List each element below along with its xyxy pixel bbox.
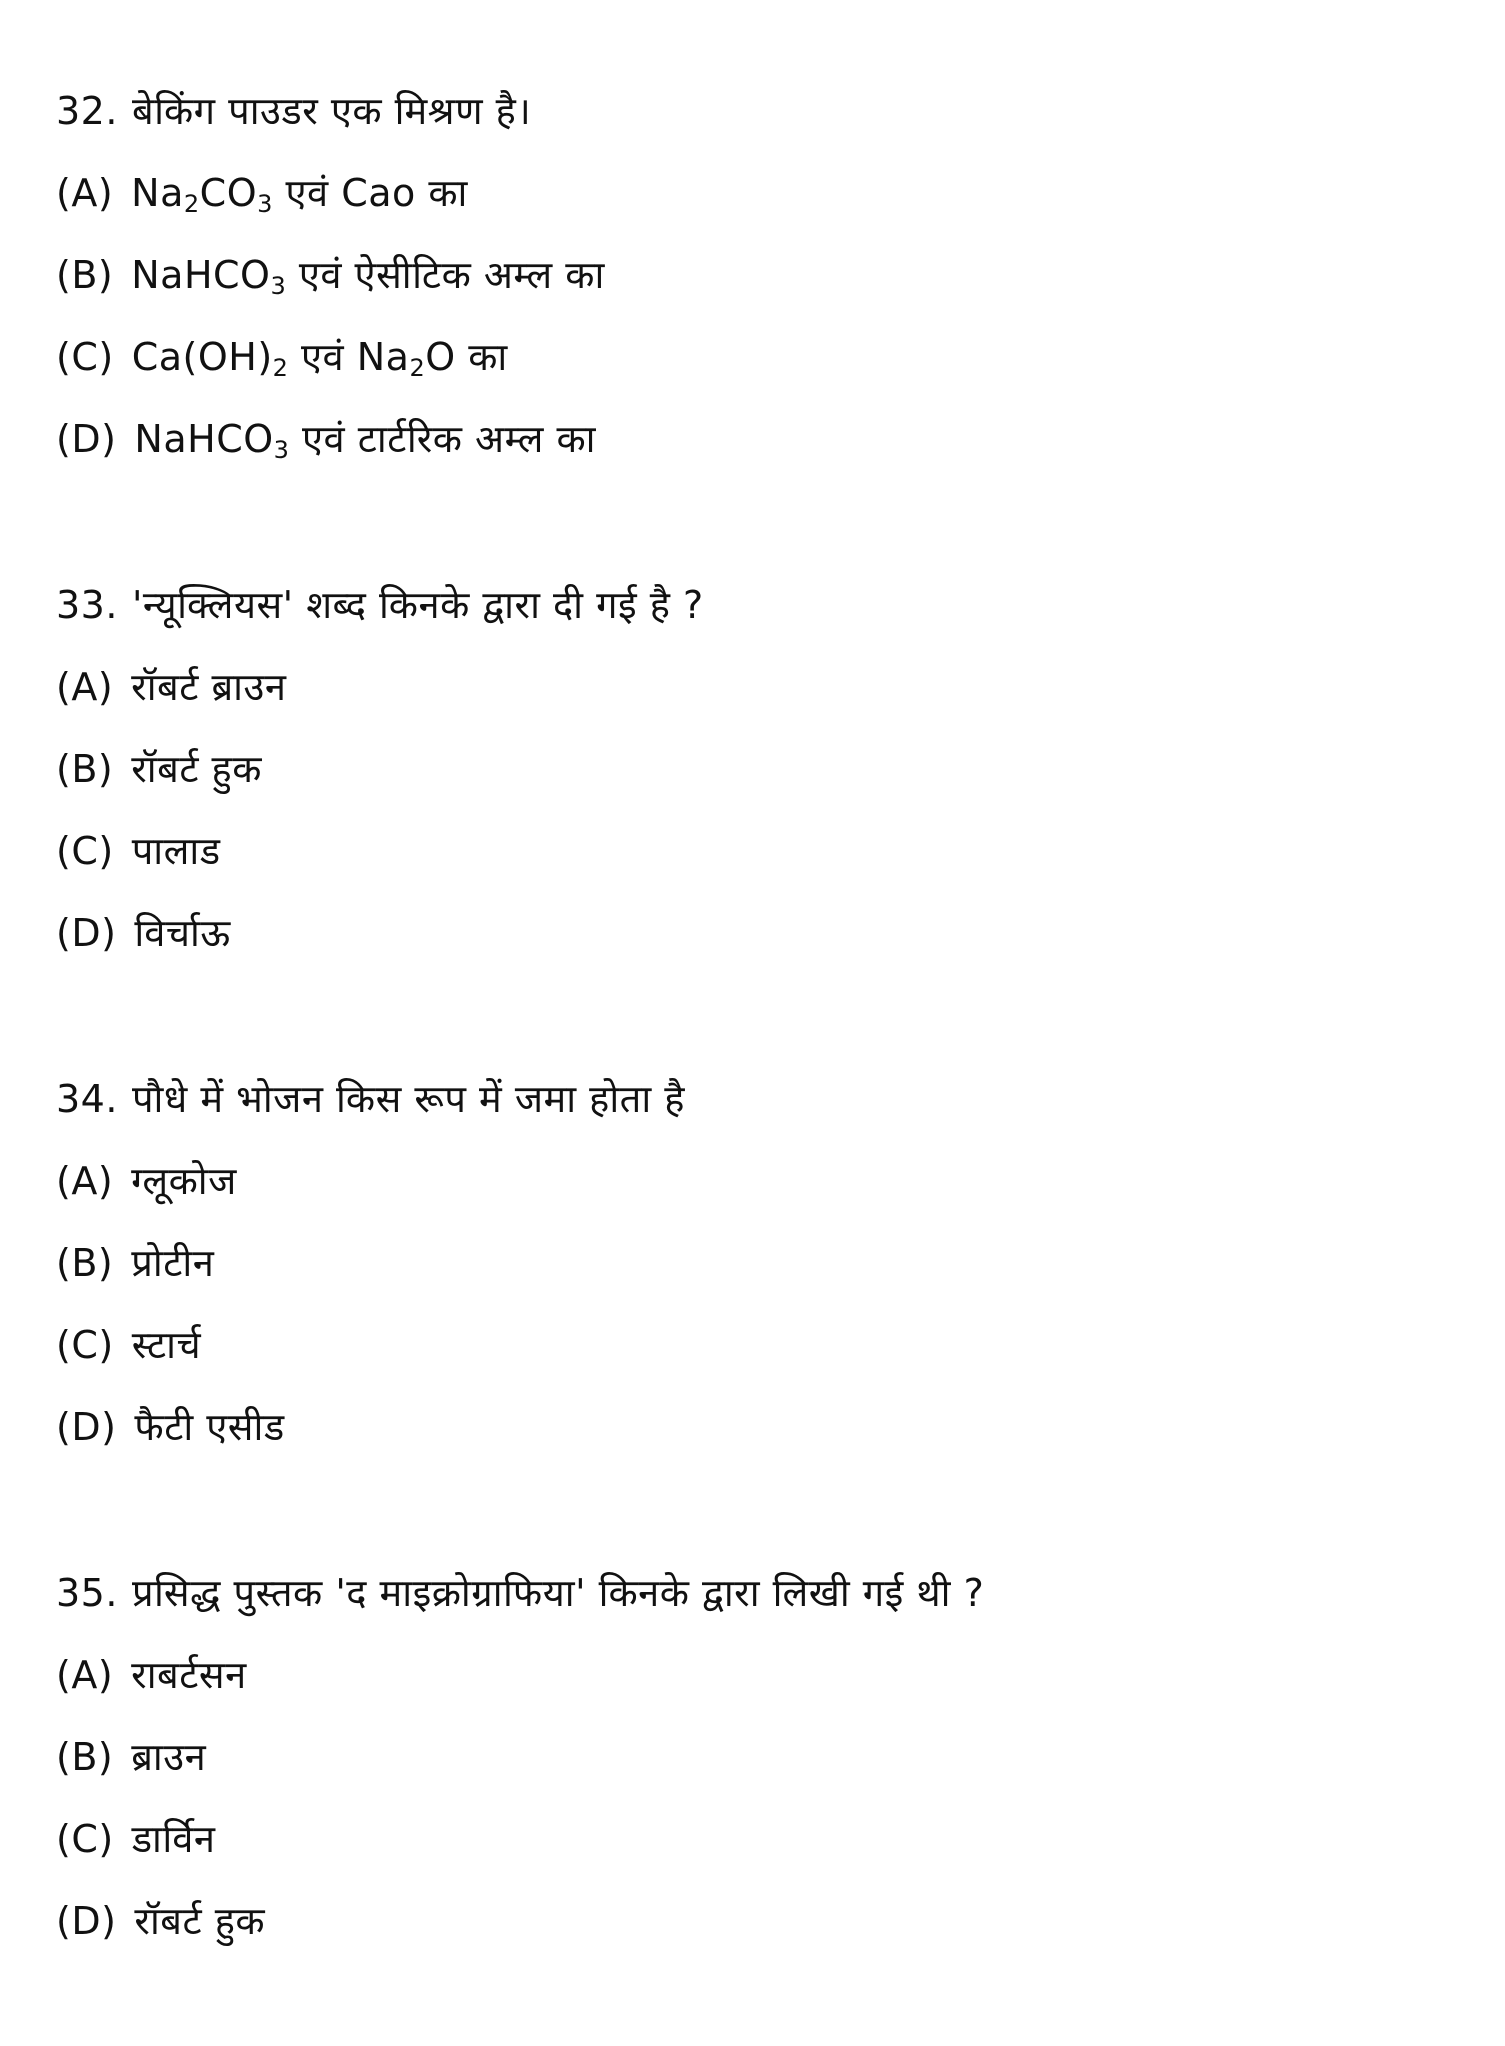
option-text-part: विर्चाऊ bbox=[134, 911, 231, 955]
question-line bbox=[56, 1552, 1456, 1634]
option-label: (D) bbox=[56, 1405, 117, 1449]
question-number: 35. bbox=[56, 1571, 118, 1615]
option-text bbox=[131, 747, 262, 791]
option-text bbox=[132, 1323, 201, 1367]
option-text bbox=[131, 1653, 247, 1697]
option-d bbox=[56, 892, 1456, 974]
option-b bbox=[56, 1716, 1456, 1798]
option-d bbox=[56, 1386, 1456, 1468]
option-label: (D) bbox=[56, 1899, 117, 1943]
option-label: (A) bbox=[56, 1159, 114, 1203]
option-text bbox=[131, 253, 605, 300]
option-label: (D) bbox=[56, 911, 117, 955]
option-text-part: Na bbox=[131, 171, 184, 215]
option-text bbox=[131, 171, 468, 218]
option-label: (C) bbox=[56, 335, 114, 379]
question-text: पौधे में भोजन किस रूप में जमा होता है bbox=[131, 1077, 685, 1121]
option-a bbox=[56, 152, 1456, 234]
subscript: 2 bbox=[183, 190, 200, 218]
option-b bbox=[56, 1222, 1456, 1304]
option-c bbox=[56, 316, 1456, 398]
option-text bbox=[134, 417, 596, 464]
option-text-part: NaHCO bbox=[131, 253, 271, 297]
question-text: 'न्यूक्लियस' शब्द किनके द्वारा दी गई है ? bbox=[131, 583, 704, 627]
option-text-part: ग्लूकोज bbox=[131, 1159, 237, 1203]
option-text-part: NaHCO bbox=[134, 417, 274, 461]
option-text-part: Ca(OH) bbox=[131, 335, 273, 379]
option-text bbox=[134, 1405, 284, 1449]
question-34 bbox=[56, 1058, 1456, 1468]
option-label: (A) bbox=[56, 171, 114, 215]
option-text-part: राबर्टसन bbox=[131, 1653, 247, 1697]
subscript: 3 bbox=[273, 436, 290, 464]
question-line bbox=[56, 564, 1456, 646]
option-a bbox=[56, 1634, 1456, 1716]
option-label: (B) bbox=[56, 1735, 114, 1779]
option-text bbox=[131, 1159, 237, 1203]
option-text-part: CO bbox=[199, 171, 258, 215]
option-a bbox=[56, 646, 1456, 728]
option-text bbox=[132, 829, 221, 873]
subscript: 2 bbox=[272, 354, 289, 382]
question-number: 34. bbox=[56, 1077, 118, 1121]
question-number: 32. bbox=[56, 89, 118, 133]
option-a bbox=[56, 1140, 1456, 1222]
option-label: (C) bbox=[56, 829, 114, 873]
option-text-part: स्टार्च bbox=[131, 1323, 202, 1367]
option-text bbox=[131, 665, 286, 709]
option-text bbox=[131, 335, 508, 382]
option-c bbox=[56, 1304, 1456, 1386]
option-text-part: ब्राउन bbox=[131, 1735, 207, 1779]
option-d bbox=[56, 398, 1456, 480]
option-text bbox=[131, 1241, 214, 1285]
option-label: (B) bbox=[56, 747, 114, 791]
question-text: बेकिंग पाउडर एक मिश्रण है। bbox=[131, 89, 532, 133]
option-text-part: रॉबर्ट हुक bbox=[134, 1899, 266, 1943]
option-text bbox=[134, 1899, 265, 1943]
option-c bbox=[56, 1798, 1456, 1880]
question-text: प्रसिद्ध पुस्तक 'द माइक्रोग्राफिया' किनके द्वारा लिखी गई थी ? bbox=[131, 1571, 985, 1615]
question-33 bbox=[56, 564, 1456, 974]
option-text-part: फैटी एसीड bbox=[134, 1405, 285, 1449]
subscript: 2 bbox=[409, 354, 426, 382]
question-32 bbox=[56, 70, 1456, 480]
option-text-part: पालाड bbox=[131, 829, 221, 873]
option-text bbox=[131, 1735, 206, 1779]
option-text-part: एवं टार्टरिक अम्ल का bbox=[289, 417, 596, 461]
question-line bbox=[56, 1058, 1456, 1140]
option-label: (A) bbox=[56, 1653, 114, 1697]
option-text-part: एवं ऐसीटिक अम्ल का bbox=[286, 253, 605, 297]
question-number: 33. bbox=[56, 583, 118, 627]
option-text-part: O का bbox=[425, 335, 508, 379]
option-label: (A) bbox=[56, 665, 114, 709]
question-page bbox=[56, 70, 1456, 2046]
option-text-part: रॉबर्ट हुक bbox=[131, 747, 262, 791]
option-text-part: एवं Cao का bbox=[272, 171, 468, 215]
option-b bbox=[56, 234, 1456, 316]
option-label: (D) bbox=[56, 417, 117, 461]
option-label: (B) bbox=[56, 1241, 114, 1285]
option-text-part: डार्विन bbox=[131, 1817, 216, 1861]
option-label: (B) bbox=[56, 253, 114, 297]
option-c bbox=[56, 810, 1456, 892]
option-d bbox=[56, 1880, 1456, 1962]
option-label: (C) bbox=[56, 1323, 114, 1367]
option-text-part: रॉबर्ट ब्राउन bbox=[131, 665, 287, 709]
subscript: 3 bbox=[257, 190, 273, 218]
question-35 bbox=[56, 1552, 1456, 1962]
option-b bbox=[56, 728, 1456, 810]
option-text-part: एवं Na bbox=[288, 335, 410, 379]
question-line bbox=[56, 70, 1456, 152]
option-label: (C) bbox=[56, 1817, 114, 1861]
option-text bbox=[134, 911, 230, 955]
subscript: 3 bbox=[270, 272, 287, 300]
option-text bbox=[132, 1817, 216, 1861]
option-text-part: प्रोटीन bbox=[131, 1241, 215, 1285]
